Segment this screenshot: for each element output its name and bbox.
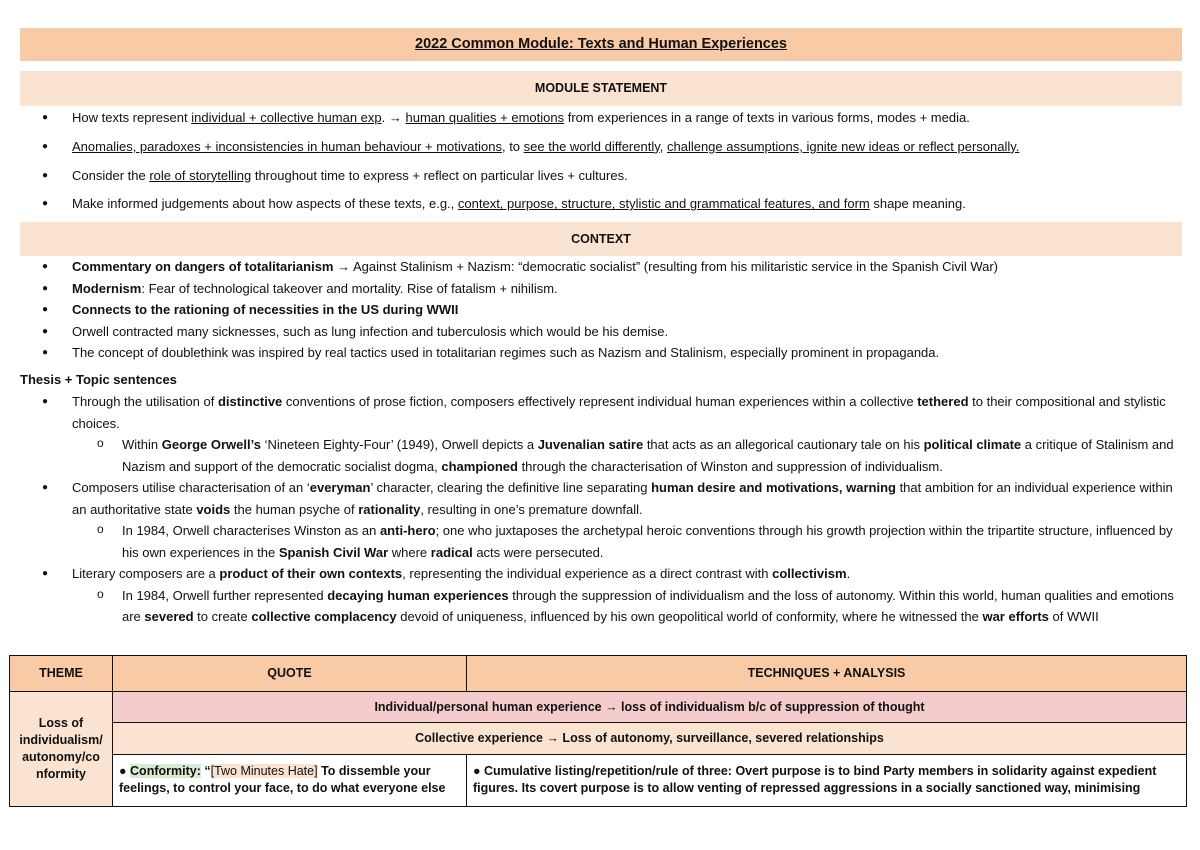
- topic-sentence: ● Composers utilise characterisation of an ‘everyman’ character, clearing the definitive line separating human desire and motivations, warning that ambition for an individual experience within an authoritative state voids the human psyche of rationality, resulting in one’s premature downfall.: [42, 477, 1182, 520]
- header-quote: QUOTE: [113, 656, 467, 692]
- table-header-row: [10, 656, 1187, 692]
- quote-cell: ● Conformity: “[Two Minutes Hate] To dissemble your feelings, to control your face, to do what everyone else: [113, 755, 467, 807]
- table-row: [10, 723, 1187, 755]
- theme-cell: Loss of individualism/ autonomy/co nformity: [10, 692, 113, 807]
- header-theme: THEME: [10, 656, 113, 692]
- list-item: ● The concept of doublethink was inspired by real tactics used in totalitarian regimes such as Nazism and Stalinism, especially prominent in propaganda.: [42, 342, 1182, 364]
- topic-sentence: ● Through the utilisation of distinctive conventions of prose fiction, composers effectively represent individual human experiences within a collective tethered to their compositional and stylistic choices.: [42, 391, 1182, 434]
- list-item: ● How texts represent individual + collective human exp. → human qualities + emotions from experiences in a range of texts in various forms, modes + media.: [42, 106, 1182, 135]
- table-row: [10, 755, 1187, 807]
- list-item: ● Connects to the rationing of necessities in the US during WWII: [42, 299, 1182, 321]
- experience-individual-row: Individual/personal human experience → loss of individualism b/c of suppression of thought: [113, 692, 1187, 723]
- header-techniques: TECHNIQUES + ANALYSIS: [467, 656, 1187, 692]
- experience-collective-row: Collective experience → Loss of autonomy, surveillance, severed relationships: [113, 723, 1187, 755]
- module-statement-list: [42, 106, 1182, 221]
- list-item: ● Modernism: Fear of technological takeover and mortality. Rise of fatalism + nihilism.: [42, 278, 1182, 300]
- context-list: [42, 256, 1182, 364]
- list-item: ● Consider the role of storytelling throughout time to express + reflect on particular lives + cultures.: [42, 164, 1182, 193]
- thesis-heading: Thesis + Topic sentences: [20, 372, 177, 387]
- list-item: ● Commentary on dangers of totalitarianism → Against Stalinism + Nazism: “democratic socialist” (resulting from his militaristic service in the Spanish Civil War): [42, 256, 1182, 278]
- sub-point: o In 1984, Orwell further represented decaying human experiences through the suppression of individualism and the loss of autonomy. Within this world, human qualities and emotions are severed to create collective complacency devoid of uniqueness, influenced by his own geopolitical world of conformity, where he witnessed the war efforts of WWII: [42, 585, 1182, 628]
- table-row: [10, 692, 1187, 723]
- sub-point: o Within George Orwell’s ‘Nineteen Eighty-Four’ (1949), Orwell depicts a Juvenalian satire that acts as an allegorical cautionary tale on his political climate a critique of Stalinism and Nazism and support of the democratic socialist dogma, championed through the characterisation of Winston and suppression of individualism.: [42, 434, 1182, 477]
- list-item: ● Make informed judgements about how aspects of these texts, e.g., context, purpose, structure, stylistic and grammatical features, and form shape meaning.: [42, 192, 1182, 221]
- list-item: ● Orwell contracted many sicknesses, such as lung infection and tuberculosis which would be his demise.: [42, 321, 1182, 343]
- list-item: ● Anomalies, paradoxes + inconsistencies in human behaviour + motivations, to see the world differently, challenge assumptions, ignite new ideas or reflect personally.: [42, 135, 1182, 164]
- module-statement-heading: MODULE STATEMENT: [20, 71, 1182, 106]
- topic-sentence: ● Literary composers are a product of their own contexts, representing the individual experience as a direct contrast with collectivism.: [42, 563, 1182, 585]
- sub-point: o In 1984, Orwell characterises Winston as an anti-hero; one who juxtaposes the archetypal heroic conventions through his growth projection within the tripartite structure, influenced by his own experiences in the Spanish Civil War where radical acts were persecuted.: [42, 520, 1182, 563]
- analysis-cell: ● Cumulative listing/repetition/rule of three: Overt purpose is to bind Party members in solidarity against expedient figures. Its covert purpose is to allow venting of repressed aggressions in a socially sanctioned way, minimising: [467, 755, 1187, 807]
- context-heading: CONTEXT: [20, 222, 1182, 256]
- document-title: 2022 Common Module: Texts and Human Experiences: [20, 28, 1182, 61]
- analysis-table: [9, 655, 1187, 807]
- thesis-list: [42, 391, 1182, 628]
